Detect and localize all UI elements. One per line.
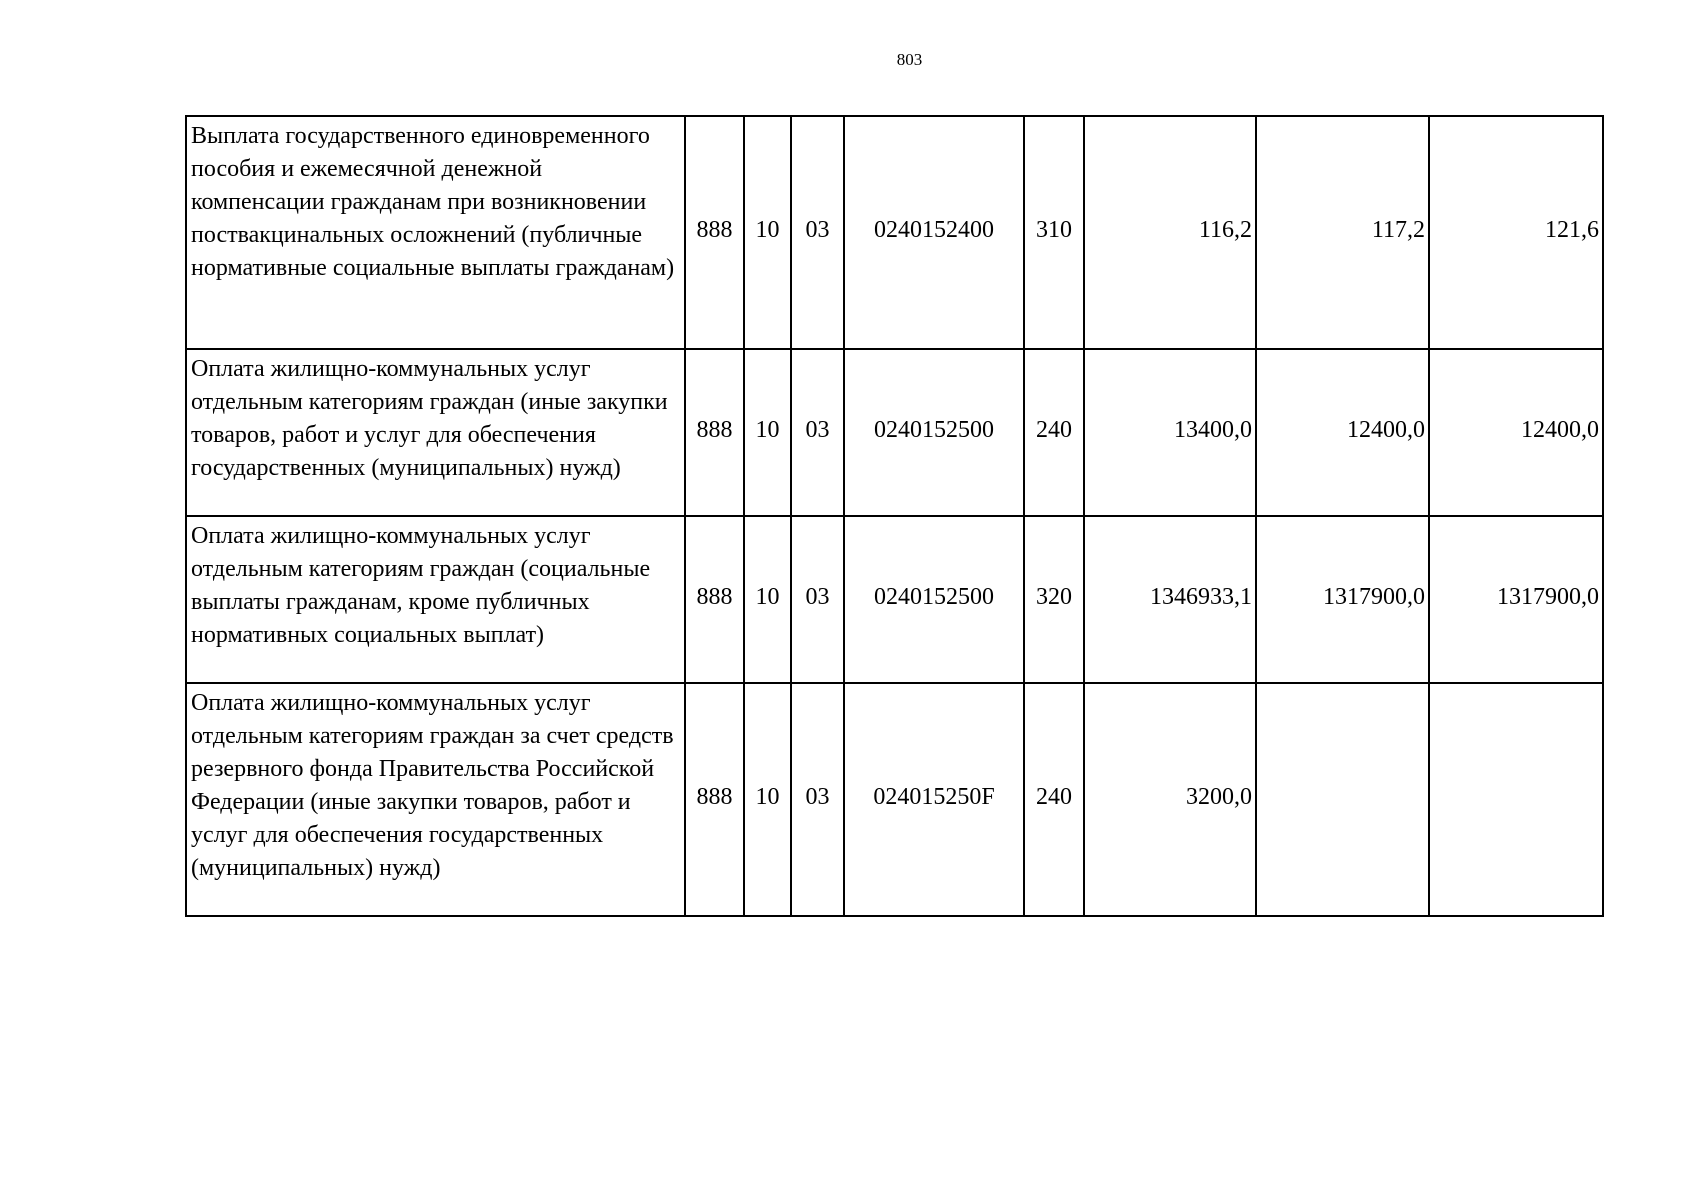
section-code: 10 xyxy=(744,683,791,916)
row-description: Оплата жилищно-коммунальных услуг отдельным категориям граждан (социальные выплаты гражданам, кроме публичных нормативных социальных выплат) xyxy=(186,516,685,683)
subsection-code: 03 xyxy=(791,349,844,516)
row-description: Выплата государственного единовременного пособия и ежемесячной денежной компенсации гражданам при возникновении поствакцинальных осложнений (публичные нормативные социальные выплаты гражданам) xyxy=(186,116,685,349)
table-row xyxy=(186,116,1603,349)
ministry-code: 888 xyxy=(685,683,744,916)
amount-year-1: 1346933,1 xyxy=(1084,516,1256,683)
ministry-code: 888 xyxy=(685,116,744,349)
row-description: Оплата жилищно-коммунальных услуг отдельным категориям граждан за счет средств резервного фонда Правительства Российской Федерации (иные закупки товаров, работ и услуг для обеспечения государственных (муниципальных) нужд) xyxy=(186,683,685,916)
target-article-code: 024015250F xyxy=(844,683,1024,916)
page-number: 803 xyxy=(896,50,923,69)
target-article-code: 0240152500 xyxy=(844,349,1024,516)
ministry-code: 888 xyxy=(685,516,744,683)
amount-year-1: 3200,0 xyxy=(1084,683,1256,916)
target-article-code: 0240152400 xyxy=(844,116,1024,349)
table-row xyxy=(186,683,1603,916)
row-description: Оплата жилищно-коммунальных услуг отдельным категориям граждан (иные закупки товаров, работ и услуг для обеспечения государственных (муниципальных) нужд) xyxy=(186,349,685,516)
amount-year-1: 13400,0 xyxy=(1084,349,1256,516)
subsection-code: 03 xyxy=(791,116,844,349)
amount-year-1: 116,2 xyxy=(1084,116,1256,349)
table-row xyxy=(186,516,1603,683)
expense-type-code: 320 xyxy=(1024,516,1084,683)
section-code: 10 xyxy=(744,349,791,516)
amount-year-2: 117,2 xyxy=(1256,116,1429,349)
target-article-code: 0240152500 xyxy=(844,516,1024,683)
section-code: 10 xyxy=(744,516,791,683)
subsection-code: 03 xyxy=(791,683,844,916)
amount-year-3: 1317900,0 xyxy=(1429,516,1603,683)
table-row xyxy=(186,349,1603,516)
subsection-code: 03 xyxy=(791,516,844,683)
amount-year-3: 121,6 xyxy=(1429,116,1603,349)
amount-year-2 xyxy=(1256,683,1429,916)
expense-type-code: 240 xyxy=(1024,349,1084,516)
expense-type-code: 310 xyxy=(1024,116,1084,349)
amount-year-2: 1317900,0 xyxy=(1256,516,1429,683)
expense-type-code: 240 xyxy=(1024,683,1084,916)
amount-year-3: 12400,0 xyxy=(1429,349,1603,516)
amount-year-2: 12400,0 xyxy=(1256,349,1429,516)
amount-year-3 xyxy=(1429,683,1603,916)
budget-table xyxy=(185,115,1604,917)
section-code: 10 xyxy=(744,116,791,349)
ministry-code: 888 xyxy=(685,349,744,516)
